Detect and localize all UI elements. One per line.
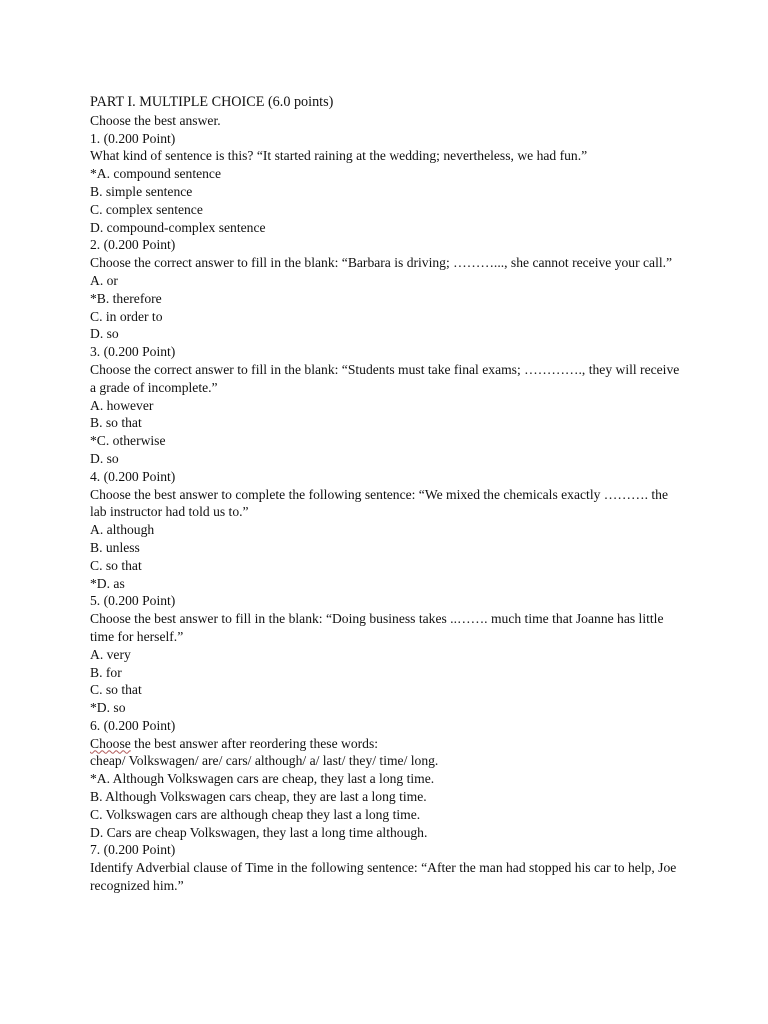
answer-option-c: *C. otherwise: [90, 433, 166, 449]
answer-option-a: *A. compound sentence: [90, 166, 221, 182]
answer-option-a: A. however: [90, 397, 154, 413]
document-content: [90, 94, 680, 895]
answer-option-a: *A. Although Volkswagen cars are cheap, they last a long time.: [90, 771, 435, 787]
question-number: 7. (0.200 Point): [90, 842, 176, 858]
part-title: PART I. MULTIPLE CHOICE (6.0 points): [90, 94, 334, 110]
answer-option-c: C. in order to: [90, 308, 163, 324]
question-prompt: [90, 735, 680, 753]
answer-option-d: D. Cars are cheap Volkswagen, they last a long time although.: [90, 824, 428, 840]
question-prompt: What kind of sentence is this? “It started raining at the wedding; nevertheless, we had fun.”: [90, 148, 588, 164]
answer-option-a: A. very: [90, 646, 131, 662]
question-7: [90, 841, 680, 894]
answer-option-c: C. Volkswagen cars are although cheap they last a long time.: [90, 806, 421, 822]
answer-option-b: B. unless: [90, 539, 140, 555]
question-prompt: Choose the correct answer to fill in the blank: “Barbara is driving; ………..., she cannot receive your call.”: [90, 255, 673, 271]
question-number: 1. (0.200 Point): [90, 130, 176, 146]
question-5: [90, 592, 680, 717]
question-2: [90, 236, 680, 343]
answer-option-c: C. complex sentence: [90, 201, 203, 217]
answer-option-c: C. so that: [90, 682, 142, 698]
question-number: 3. (0.200 Point): [90, 344, 176, 360]
question-number: 2. (0.200 Point): [90, 237, 176, 253]
answer-option-b: B. so that: [90, 415, 142, 431]
question-6: [90, 717, 680, 842]
word-list: cheap/ Volkswagen/ are/ cars/ although/ a/ last/ they/ time/ long.: [90, 753, 439, 769]
question-1: [90, 130, 680, 237]
answer-option-b: *B. therefore: [90, 290, 162, 306]
answer-option-b: B. for: [90, 664, 122, 680]
spellcheck-underlined-word: Choose: [90, 735, 131, 751]
question-prompt-rest: the best answer after reordering these words:: [130, 735, 379, 751]
question-3: [90, 343, 680, 468]
question-prompt: Choose the correct answer to fill in the blank: “Students must take final exams; …………., they will receive a grade of incomplete.”: [90, 361, 680, 395]
question-number: 5. (0.200 Point): [90, 593, 176, 609]
answer-option-a: A. or: [90, 272, 118, 288]
question-number: 4. (0.200 Point): [90, 468, 176, 484]
question-prompt: Choose the best answer to fill in the blank: “Doing business takes ..……. much time that Joanne has little time for herself.”: [90, 611, 664, 644]
question-prompt: Choose the best answer to complete the following sentence: “We mixed the chemicals exactly ………. the lab instructor had told us to.”: [90, 486, 668, 520]
answer-option-a: A. although: [90, 522, 155, 538]
answer-option-d: D. compound-complex sentence: [90, 219, 266, 235]
answer-option-b: B. Although Volkswagen cars cheap, they are last a long time.: [90, 789, 427, 805]
answer-option-d: D. so: [90, 326, 119, 342]
answer-option-d: *D. so: [90, 700, 126, 716]
answer-option-d: D. so: [90, 450, 119, 466]
answer-option-c: C. so that: [90, 557, 142, 573]
instruction-text: Choose the best answer.: [90, 112, 221, 128]
answer-option-d: *D. as: [90, 575, 125, 591]
question-4: [90, 468, 680, 593]
answer-option-b: B. simple sentence: [90, 183, 193, 199]
question-prompt: Identify Adverbial clause of Time in the following sentence: “After the man had stopped his car to help, Joe recognized him.”: [90, 860, 677, 894]
question-number: 6. (0.200 Point): [90, 717, 176, 733]
